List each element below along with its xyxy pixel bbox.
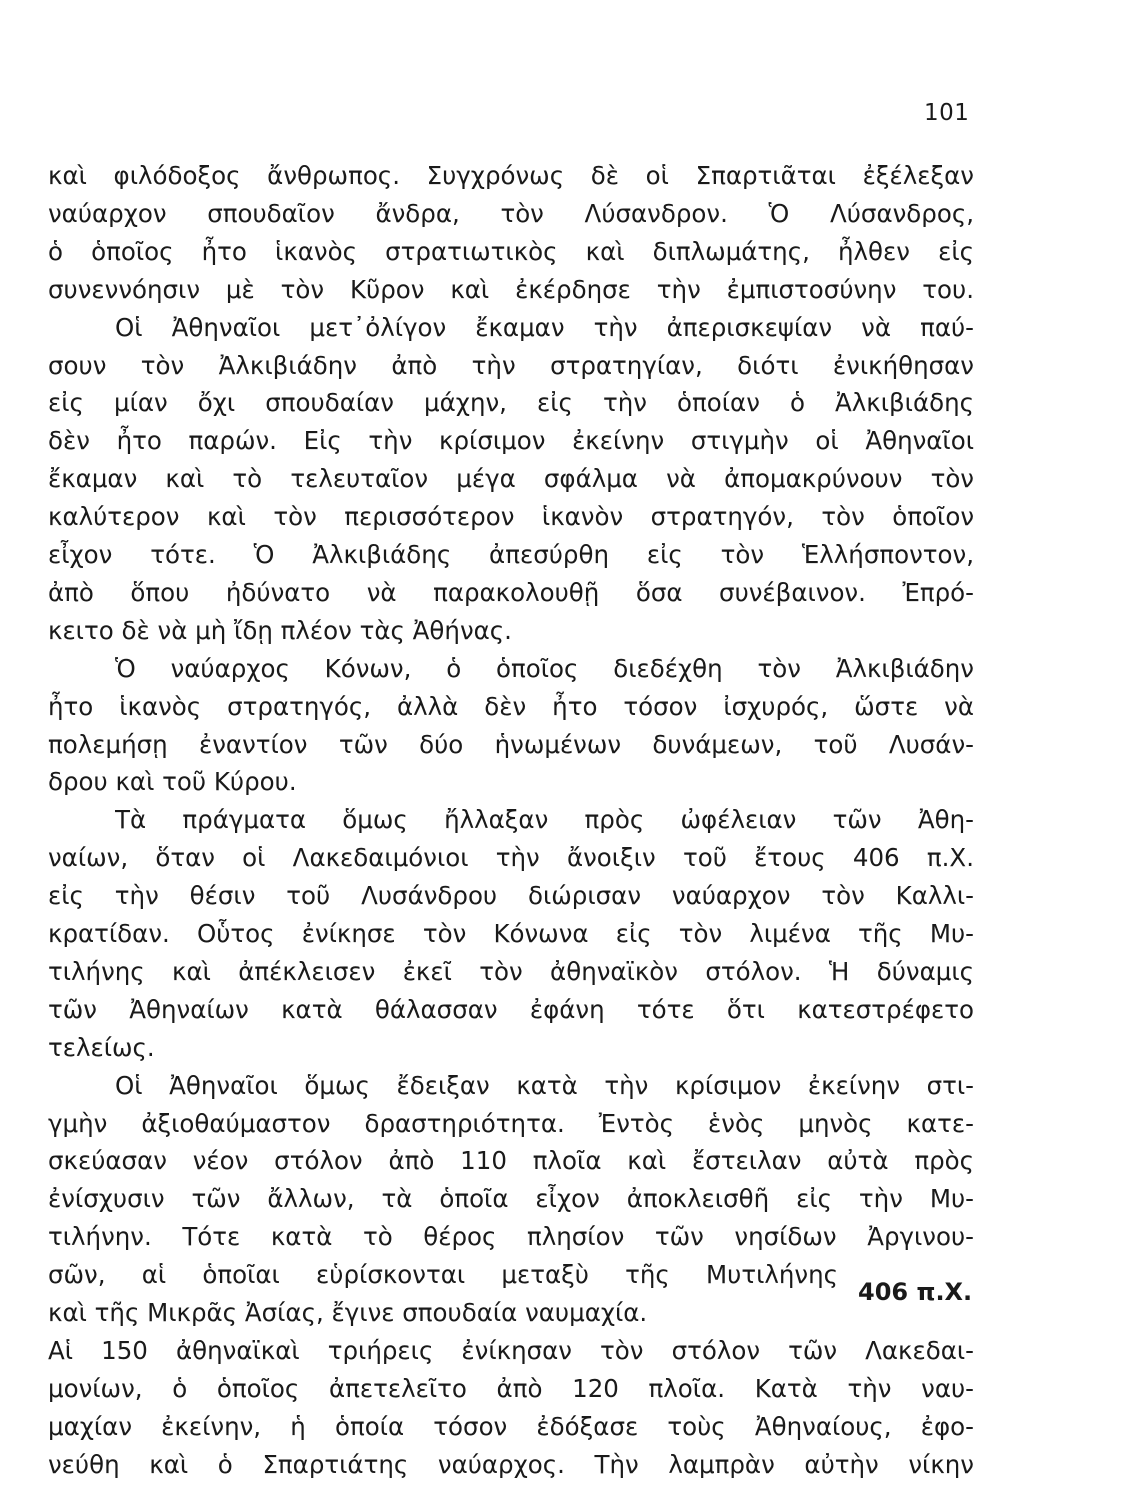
text-line: κρατίδαν. Οὗτος ἐνίκησε τὸν Κόνωνα εἰς τὸν λιμένα τῆς Μυ-	[48, 919, 974, 948]
text-line: Οἱ Ἀθηναῖοι μετ᾽ὀλίγον ἔκαμαν τὴν ἀπερισκεψίαν νὰ παύ-	[115, 312, 974, 342]
text-line: εἶχον τότε. Ὁ Ἀλκιβιάδης ἀπεσύρθη εἰς τὸν Ἑλλήσποντον,	[48, 540, 974, 569]
text-line: Τὰ πράγματα ὅμως ἤλλαξαν πρὸς ὠφέλειαν τῶν Ἀθη-	[115, 805, 974, 835]
text-line: δρου καὶ τοῦ Κύρου.	[48, 767, 297, 797]
text-line: Οἱ Ἀθηναῖοι ὅμως ἔδειξαν κατὰ τὴν κρίσιμον ἐκείνην στι-	[115, 1070, 974, 1100]
text-line: ὁ ὁποῖος ἦτο ἱκανὸς στρατιωτικὸς καὶ διπλωμάτης, ἦλθεν εἰς	[48, 236, 974, 266]
page-number: 101	[924, 100, 970, 126]
text-line: ἐνίσχυσιν τῶν ἄλλων, τὰ ὁποῖα εἶχον ἀποκλεισθῆ εἰς τὴν Μυ-	[48, 1184, 974, 1214]
text-line: Ὁ ναύαρχος Κόνων, ὁ ὁποῖος διεδέχθη τὸν Ἀλκιβιάδην	[115, 653, 974, 683]
margin-date-note: 406 π.Χ.	[858, 1278, 973, 1307]
text-line: ἀπὸ ὅπου ἠδύνατο νὰ παρακολουθῇ ὅσα συνέβαινον. Ἐπρό-	[48, 577, 974, 607]
text-line: κειτο δὲ νὰ μὴ ἴδῃ πλέον τὰς Ἀθήνας.	[48, 615, 512, 645]
text-line: τιλήνης καὶ ἀπέκλεισεν ἐκεῖ τὸν ἀθηναϊκὸν στόλον. Ἡ δύναμις	[48, 956, 974, 986]
text-line: σῶν, αἱ ὁποῖαι εὑρίσκονται μεταξὺ τῆς Μυτιλήνης	[48, 1260, 838, 1290]
text-line: τελείως.	[48, 1032, 155, 1062]
text-line: τῶν Ἀθηναίων κατὰ θάλασσαν ἐφάνη τότε ὅτι κατεστρέφετο	[48, 994, 974, 1024]
text-line: ἔκαμαν καὶ τὸ τελευταῖον μέγα σφάλμα νὰ ἀπομακρύνουν τὸν	[48, 464, 974, 494]
text-line: καλύτερον καὶ τὸν περισσότερον ἱκανὸν στρατηγόν, τὸν ὁποῖον	[48, 502, 974, 532]
text-line: καὶ φιλόδοξος ἄνθρωπος. Συγχρόνως δὲ οἱ Σπαρτιᾶται ἐξέλεξαν	[48, 161, 974, 190]
text-line: τιλήνην. Τότε κατὰ τὸ θέρος πλησίον τῶν νησίδων Ἀργινου-	[48, 1222, 974, 1252]
text-line: συνεννόησιν μὲ τὸν Κῦρον καὶ ἐκέρδησε τὴν ἐμπιστοσύνην του.	[48, 274, 974, 304]
text-line: γμὴν ἀξιοθαύμαστον δραστηριότητα. Ἐντὸς ἑνὸς μηνὸς κατε-	[48, 1108, 974, 1138]
text-line: εἰς τὴν θέσιν τοῦ Λυσάνδρου διώρισαν ναύαρχον τὸν Καλλι-	[48, 881, 974, 911]
text-line: ναύαρχον σπουδαῖον ἄνδρα, τὸν Λύσανδρον. Ὁ Λύσανδρος,	[48, 198, 974, 228]
text-line: ναίων, ὅταν οἱ Λακεδαιμόνιοι τὴν ἄνοιξιν τοῦ ἔτους 406 π.Χ.	[48, 843, 974, 873]
text-line: ἦτο ἱκανὸς στρατηγός, ἀλλὰ δὲν ἦτο τόσον ἰσχυρός, ὥστε νὰ	[48, 691, 974, 721]
text-line: πολεμήσῃ ἐναντίον τῶν δύο ἡνωμένων δυνάμεων, τοῦ Λυσάν-	[48, 729, 974, 759]
text-line: σκεύασαν νέον στόλον ἀπὸ 110 πλοῖα καὶ ἔστειλαν αὐτὰ πρὸς	[48, 1146, 974, 1176]
text-line: μονίων, ὁ ὁποῖος ἀπετελεῖτο ἀπὸ 120 πλοῖα. Κατὰ τὴν ναυ-	[48, 1373, 974, 1403]
text-line: μαχίαν ἐκείνην, ἡ ὁποία τόσον ἐδόξασε τοὺς Ἀθηναίους, ἐφο-	[48, 1411, 974, 1441]
text-line: δὲν ἦτο παρών. Εἰς τὴν κρίσιμον ἐκείνην στιγμὴν οἱ Ἀθηναῖοι	[48, 426, 974, 456]
text-line: νεύθη καὶ ὁ Σπαρτιάτης ναύαρχος. Τὴν λαμπρὰν αὐτὴν νίκην	[48, 1449, 974, 1479]
text-line: εἰς μίαν ὄχι σπουδαίαν μάχην, εἰς τὴν ὁποίαν ὁ Ἀλκιβιάδης	[48, 388, 974, 418]
text-line: καὶ τῆς Μικρᾶς Ἀσίας, ἔγινε σπουδαία ναυμαχία.	[48, 1298, 648, 1327]
text-line: σουν τὸν Ἀλκιβιάδην ἀπὸ τὴν στρατηγίαν, διότι ἐνικήθησαν	[48, 350, 974, 380]
text-line: Αἱ 150 ἀθηναϊκαὶ τριήρεις ἐνίκησαν τὸν στόλον τῶν Λακεδαι-	[48, 1335, 974, 1365]
